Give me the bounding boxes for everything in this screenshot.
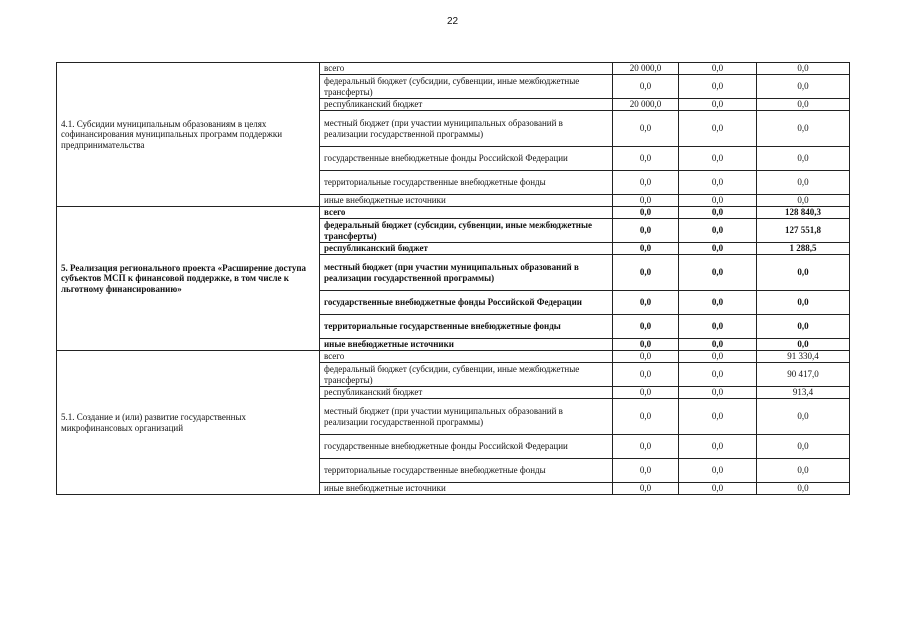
value-col-2: 0,0 [679,171,757,195]
funding-source: республиканский бюджет [320,99,613,111]
funding-source: иные внебюджетные источники [320,483,613,495]
value-col-3: 128 840,3 [757,207,850,219]
funding-source: государственные внебюджетные фонды Российской Федерации [320,435,613,459]
value-col-3: 0,0 [757,435,850,459]
table-row [57,207,850,219]
value-col-2: 0,0 [679,339,757,351]
value-col-3: 0,0 [757,111,850,147]
value-col-1: 0,0 [613,171,679,195]
value-col-1: 20 000,0 [613,99,679,111]
value-col-2: 0,0 [679,435,757,459]
value-col-1: 20 000,0 [613,63,679,75]
value-col-3: 0,0 [757,75,850,99]
funding-source: местный бюджет (при участии муниципальных образований в реализации государственной программы) [320,255,613,291]
table-row [57,351,850,363]
program-title: 4.1. Субсидии муниципальным образованиям в целях софинансирования муниципальных программ поддержки предпринимательства [57,63,320,207]
funding-source: федеральный бюджет (субсидии, субвенции, иные межбюджетные трансферты) [320,75,613,99]
value-col-2: 0,0 [679,291,757,315]
value-col-2: 0,0 [679,63,757,75]
funding-source: республиканский бюджет [320,243,613,255]
value-col-2: 0,0 [679,111,757,147]
value-col-3: 0,0 [757,339,850,351]
value-col-3: 0,0 [757,315,850,339]
value-col-1: 0,0 [613,219,679,243]
value-col-1: 0,0 [613,459,679,483]
value-col-1: 0,0 [613,435,679,459]
value-col-2: 0,0 [679,399,757,435]
value-col-3: 127 551,8 [757,219,850,243]
value-col-1: 0,0 [613,339,679,351]
value-col-3: 0,0 [757,255,850,291]
value-col-3: 913,4 [757,387,850,399]
value-col-1: 0,0 [613,363,679,387]
funding-source: государственные внебюджетные фонды Российской Федерации [320,291,613,315]
value-col-3: 0,0 [757,195,850,207]
funding-source: всего [320,207,613,219]
funding-source: республиканский бюджет [320,387,613,399]
value-col-1: 0,0 [613,315,679,339]
value-col-3: 0,0 [757,147,850,171]
funding-source: местный бюджет (при участии муниципальных образований в реализации государственной программы) [320,111,613,147]
value-col-3: 0,0 [757,483,850,495]
funding-source: государственные внебюджетные фонды Российской Федерации [320,147,613,171]
value-col-3: 0,0 [757,399,850,435]
value-col-1: 0,0 [613,111,679,147]
funding-source: всего [320,351,613,363]
value-col-1: 0,0 [613,243,679,255]
funding-source: федеральный бюджет (субсидии, субвенции, иные межбюджетные трансферты) [320,363,613,387]
funding-source: федеральный бюджет (субсидии, субвенции, иные межбюджетные трансферты) [320,219,613,243]
program-title: 5.1. Создание и (или) развитие государственных микрофинансовых организаций [57,351,320,495]
value-col-1: 0,0 [613,291,679,315]
value-col-2: 0,0 [679,75,757,99]
value-col-3: 0,0 [757,291,850,315]
value-col-3: 0,0 [757,63,850,75]
funding-source: всего [320,63,613,75]
value-col-2: 0,0 [679,459,757,483]
value-col-1: 0,0 [613,195,679,207]
value-col-2: 0,0 [679,207,757,219]
value-col-1: 0,0 [613,255,679,291]
page-number: 22 [446,16,459,27]
value-col-1: 0,0 [613,147,679,171]
value-col-3: 91 330,4 [757,351,850,363]
funding-source: территориальные государственные внебюджетные фонды [320,171,613,195]
value-col-2: 0,0 [679,363,757,387]
value-col-3: 0,0 [757,99,850,111]
value-col-2: 0,0 [679,99,757,111]
funding-source: территориальные государственные внебюджетные фонды [320,315,613,339]
value-col-1: 0,0 [613,483,679,495]
value-col-1: 0,0 [613,207,679,219]
value-col-3: 0,0 [757,459,850,483]
funding-source: иные внебюджетные источники [320,195,613,207]
value-col-3: 90 417,0 [757,363,850,387]
value-col-2: 0,0 [679,195,757,207]
program-title: 5. Реализация регионального проекта «Расширение доступа субъектов МСП к финансовой поддержке, в том числе к льготному финансированию» [57,207,320,351]
value-col-2: 0,0 [679,351,757,363]
value-col-1: 0,0 [613,399,679,435]
funding-source: иные внебюджетные источники [320,339,613,351]
table-row [57,63,850,75]
value-col-2: 0,0 [679,147,757,171]
value-col-3: 1 288,5 [757,243,850,255]
value-col-2: 0,0 [679,255,757,291]
value-col-2: 0,0 [679,483,757,495]
value-col-1: 0,0 [613,351,679,363]
value-col-1: 0,0 [613,75,679,99]
value-col-2: 0,0 [679,243,757,255]
budget-table-body [57,63,850,495]
budget-table [56,62,850,495]
funding-source: территориальные государственные внебюджетные фонды [320,459,613,483]
value-col-3: 0,0 [757,171,850,195]
value-col-1: 0,0 [613,387,679,399]
value-col-2: 0,0 [679,387,757,399]
value-col-2: 0,0 [679,315,757,339]
funding-source: местный бюджет (при участии муниципальных образований в реализации государственной программы) [320,399,613,435]
value-col-2: 0,0 [679,219,757,243]
